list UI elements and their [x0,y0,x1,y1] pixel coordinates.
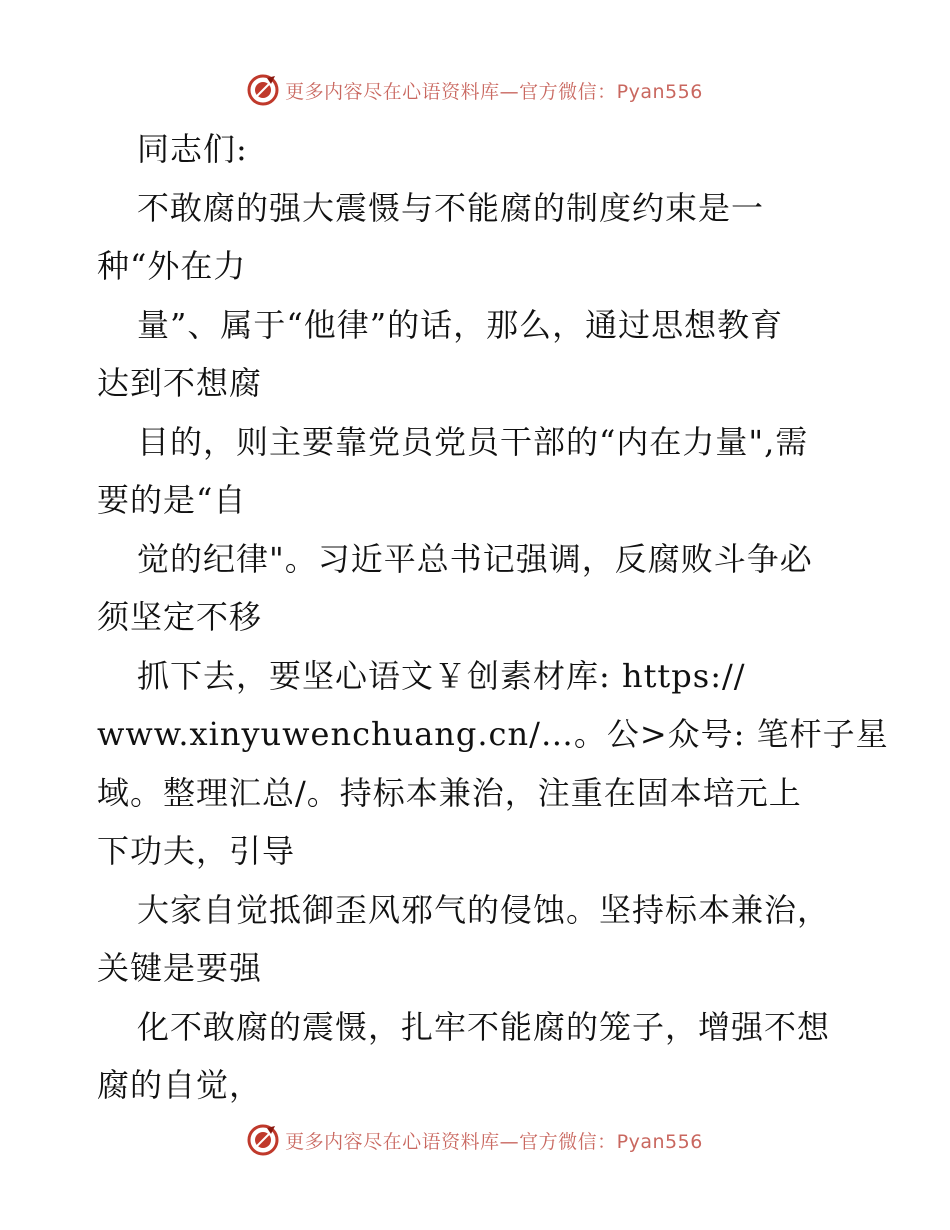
document-line: 关键是要强 [97,949,263,987]
header-banner-text: 更多内容尽在心语资料库—官方微信：Pyan556 [285,80,703,103]
pen-logo-icon [247,1124,279,1156]
document-line: 目的，则主要靠党员党员干部的“内在力量",需 [137,422,809,461]
document-line: 要的是“自 [97,481,247,519]
header-banner [0,70,950,110]
document-line: 抓下去，要坚心语文￥创素材库: https:// [137,656,746,695]
document-line: 须坚定不移 [97,598,263,636]
document-line: 不敢腐的强大震慑与不能腐的制度约束是一 [137,188,765,227]
footer-banner-text: 更多内容尽在心语资料库—官方微信：Pyan556 [285,1130,703,1153]
document-line: 下功夫，引导 [97,832,296,870]
document-line: 化不敢腐的震慑，扎牢不能腐的笼子，增强不想 [137,1007,831,1046]
document-line: 种“外在力 [97,247,247,285]
document-body [97,120,889,1115]
document-line: 腐的自觉， [97,1066,263,1104]
document-line: 量”、属于“他律”的话，那么，通过思想教育 [137,305,784,344]
document-line: www.xinyuwenchuang.cn/…。公>众号: 笔杆子星 [97,715,889,753]
footer-banner [0,1120,950,1160]
document-line: 达到不想腐 [97,364,263,402]
document-line: 域。整理汇总/。持标本兼治，注重在固本培元上 [97,773,802,812]
document-line: 觉的纪律"。习近平总书记强调，反腐败斗争必 [137,539,813,578]
pen-logo-icon [247,74,279,106]
document-line: 同志们: [137,130,248,168]
document-line: 大家自觉抵御歪风邪气的侵蚀。坚持标本兼治， [137,890,831,929]
